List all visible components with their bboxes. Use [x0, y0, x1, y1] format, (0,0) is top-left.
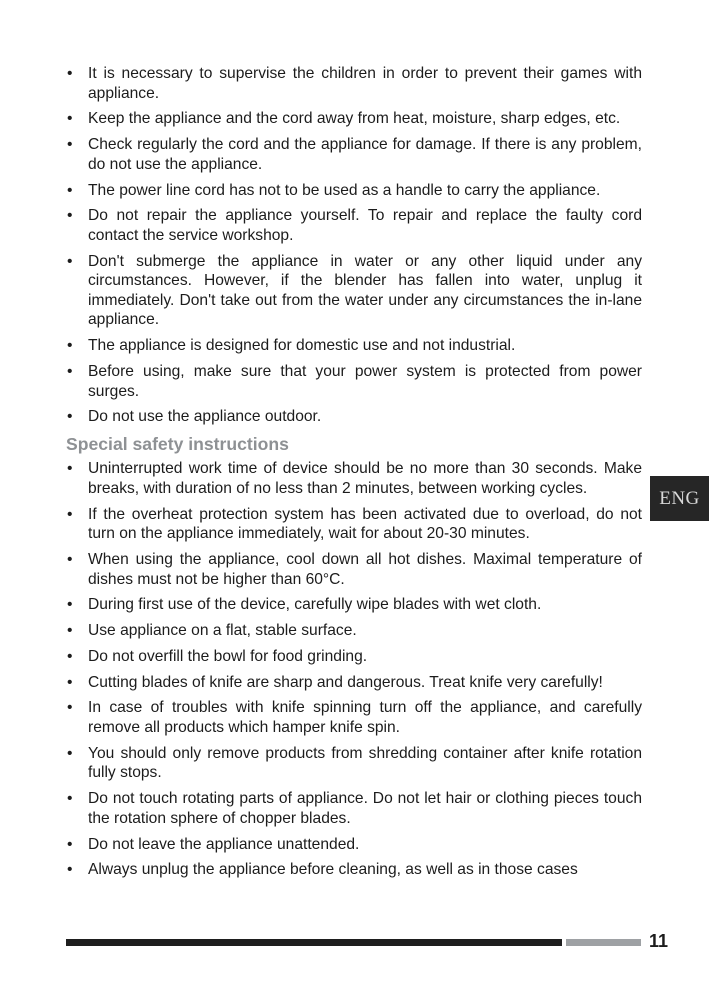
page-content	[66, 64, 642, 886]
list-item: • Do not leave the appliance unattended.	[66, 835, 642, 855]
list-item: • Check regularly the cord and the appliance for damage. If there is any problem, do not use the appliance.	[66, 135, 642, 174]
list-item: • The appliance is designed for domestic use and not industrial.	[66, 336, 642, 356]
footer-bar-dark	[66, 939, 562, 946]
list-item: • During first use of the device, carefully wipe blades with wet cloth.	[66, 595, 642, 615]
list-item: • Do not overfill the bowl for food grinding.	[66, 647, 642, 667]
list-item: • Keep the appliance and the cord away from heat, moisture, sharp edges, etc.	[66, 109, 642, 129]
section-heading: Special safety instructions	[66, 434, 289, 455]
list-item: • Before using, make sure that your power system is protected from power surges.	[66, 362, 642, 401]
list-item: • Use appliance on a flat, stable surface.	[66, 621, 642, 641]
list-item: • Uninterrupted work time of device should be no more than 30 seconds. Make breaks, with duration of no less than 2 minutes, between working cycles.	[66, 459, 642, 498]
list-item: • When using the appliance, cool down all hot dishes. Maximal temperature of dishes must not be higher than 60°C.	[66, 550, 642, 589]
list-item: • The power line cord has not to be used as a handle to carry the appliance.	[66, 181, 642, 201]
list-item: • Do not use the appliance outdoor.	[66, 407, 642, 427]
list-item: • Cutting blades of knife are sharp and dangerous. Treat knife very carefully!	[66, 673, 642, 693]
list-item: • Do not touch rotating parts of appliance. Do not let hair or clothing pieces touch the rotation sphere of chopper blades.	[66, 789, 642, 828]
list-item: • In case of troubles with knife spinning turn off the appliance, and carefully remove all products which hamper knife spin.	[66, 698, 642, 737]
page-number: 11	[649, 931, 669, 951]
special-safety-list	[66, 459, 642, 880]
general-safety-list	[66, 64, 642, 427]
list-item: • If the overheat protection system has been activated due to overload, do not turn on the appliance immediately, wait for about 20-30 minutes.	[66, 505, 642, 544]
language-tab: ENG	[650, 476, 709, 521]
list-item: • It is necessary to supervise the children in order to prevent their games with appliance.	[66, 64, 642, 103]
list-item: • Do not repair the appliance yourself. To repair and replace the faulty cord contact the service workshop.	[66, 206, 642, 245]
list-item: • You should only remove products from shredding container after knife rotation fully stops.	[66, 744, 642, 783]
list-item: • Always unplug the appliance before cleaning, as well as in those cases	[66, 860, 642, 880]
list-item: • Don't submerge the appliance in water or any other liquid under any circumstances. However, if the blender has fallen into water, unplug it immediately. Don't take out from the water under any circumstances the in-lane appliance.	[66, 252, 642, 330]
footer-bar-gray	[566, 939, 641, 946]
